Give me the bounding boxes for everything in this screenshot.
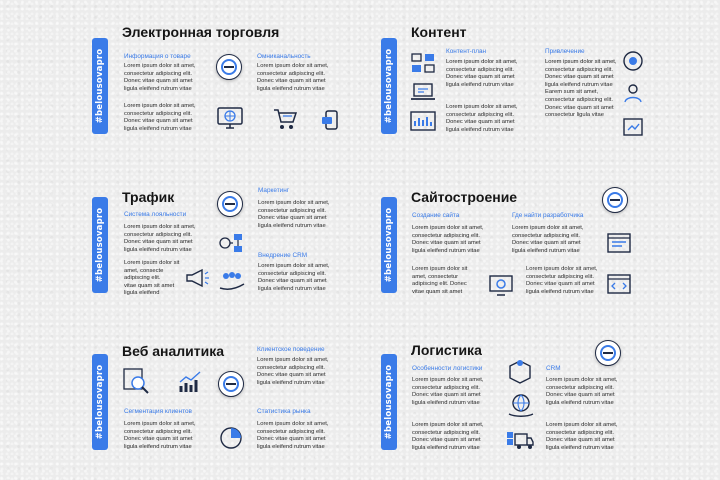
browser-window-icon bbox=[606, 232, 632, 254]
megaphone-icon bbox=[184, 267, 210, 289]
text-block: Lorem ipsum dolor sit amet, consectetur adipiscing elit. Donec vitae quam sit amet ligula eleifend rutrum vitae bbox=[257, 63, 329, 92]
hashtag-label: #belousovapro bbox=[92, 197, 108, 293]
subheading-crm: CRM bbox=[546, 365, 561, 372]
text-block: Lorem ipsum dolor sit amet, consectetur adipiscing elit. Donec vitae quam sit amet ligula eleifend rutrum vitae bbox=[258, 263, 330, 292]
money-network-icon bbox=[621, 49, 645, 73]
panel-content bbox=[381, 22, 720, 172]
logo-badge bbox=[217, 191, 243, 217]
subheading-attraction: Привлечение bbox=[545, 48, 585, 55]
subheading-product-info: Информация о товаре bbox=[124, 53, 191, 60]
subheading-content-plan: Контент-план bbox=[446, 48, 487, 55]
hashtag-label: #belousovapro bbox=[381, 197, 397, 293]
text-block: Lorem ipsum dolor sit amet, consectetur adipiscing elit. Donec vitae quam sit amet ligula eleifend rutrum vitae bbox=[124, 103, 196, 132]
web-settings-icon bbox=[488, 273, 514, 297]
panel-title: Логистика bbox=[411, 342, 482, 358]
delivery-truck-icon bbox=[505, 428, 535, 452]
subheading-site-creation: Создание сайта bbox=[412, 212, 460, 219]
text-block: Lorem ipsum dolor sit amet, consectetur adipiscing elit. Donec vitae quam sit amet ligula eleifend rutrum vitae bbox=[412, 225, 484, 254]
people-hand-icon bbox=[218, 270, 246, 292]
panel-title: Трафик bbox=[122, 189, 175, 205]
panel-title: Веб аналитика bbox=[122, 343, 225, 359]
text-block: Lorem ipsum dolor sit amet, consectetur adipiscing elit. Donec vitae quam sit amet ligula eleifend rutrum vitae bbox=[124, 224, 196, 253]
monitor-icon bbox=[216, 104, 244, 132]
panel-title: Сайтостроение bbox=[411, 189, 518, 205]
laptop-icon bbox=[409, 81, 437, 103]
logo-badge bbox=[218, 371, 244, 397]
subheading-crm: Внедрение CRM bbox=[258, 252, 308, 259]
text-block: Lorem ipsum dolor sit amet, consectetur adipiscing elit. Donec vitae quam sit amet ligula eleifend rutrum vitae bbox=[258, 200, 330, 229]
subheading-marketing: Маркетинг bbox=[258, 187, 290, 194]
panel-website bbox=[381, 185, 720, 335]
text-block: Lorem ipsum dolor sit amet, consectetur adipiscing elit. Donec vitae quam sit amet ligula eleifend rutrum vitae bbox=[446, 104, 518, 133]
target-icon bbox=[621, 116, 645, 138]
hashtag-label: #belousovapro bbox=[92, 38, 108, 134]
subheading-customer-behavior: Клиентское поведение bbox=[257, 346, 325, 353]
subheading-loyalty-system: Система лояльности bbox=[124, 211, 187, 218]
search-chart-icon bbox=[122, 367, 150, 395]
people-icon bbox=[621, 82, 645, 104]
text-block: Lorem ipsum dolor sit amet, consectetur adipiscing elit. Donec vitae quam sit amet ligula eleifend rutrum vitae bbox=[512, 225, 584, 254]
text-block: Lorem ipsum dolor sit amet, consectetur adipiscing elit. Donec vitae quam sit amet ligula eleifend rutrum vitae bbox=[124, 421, 196, 450]
text-block: Lorem ipsum dolor sit amet, consectetur adipiscing elit. Donec vitae quam sit amet ligula eleifend rutrum vitae bbox=[412, 422, 484, 451]
money-network-icon bbox=[217, 231, 245, 255]
subheading-logistics-features: Особенности логистики bbox=[412, 365, 483, 372]
subheading-find-developer: Где найти разработчика bbox=[512, 212, 584, 219]
hashtag-label: #belousovapro bbox=[381, 354, 397, 450]
subheading-omnichannel: Омниканальность bbox=[257, 53, 311, 60]
text-block: Lorem ipsum dolor sit amet, consectetur adipiscing elit. Donec vitae quam sit amet ligula eleifend rutrum vitae bbox=[412, 377, 484, 406]
text-block: Lorem ipsum dolor sit amet, consectetur adipiscing elit. Donec vitae quam sit amet ligula eleifend rutrum vitae bbox=[546, 422, 618, 451]
panel-title: Электронная торговля bbox=[122, 24, 280, 40]
hashtag-label: #belousovapro bbox=[92, 354, 108, 450]
text-block: Lorem ipsum dolor sit amet, consectetur adipiscing elit. Donec vitae quam sit amet ligula eleifend rutrum vitae bbox=[257, 421, 329, 450]
text-block: Lorem ipsum dolor sit amet, consectetur adipiscing elit. Donec vitae quam sit amet ligula eleifend rutrum vitae Earem sum sit amet, consectetur adipiscing elit. Donec vitae quam sit amet consectetur ligula vitae bbox=[545, 59, 617, 119]
box-icon bbox=[507, 356, 533, 384]
dashboard-icon bbox=[409, 110, 437, 134]
pie-chart-icon bbox=[218, 425, 244, 451]
panel-logistics bbox=[381, 340, 720, 480]
text-block: Lorem ipsum dolor sit amet, consectetur adipiscing elit. Donec vitae quam sit amet ligula eleifend rutrum vitae bbox=[257, 357, 329, 386]
text-block: Lorem ipsum dolor sit amet, consecte adipiscing elit. vitae quam sit amet ligula eleifend bbox=[124, 260, 180, 297]
text-block: Lorem ipsum dolor sit amet, consectetur adipiscing elit. Donec vitae quam sit amet ligula eleifend rutrum vitae bbox=[546, 377, 618, 406]
phone-payment-icon bbox=[320, 109, 342, 131]
subheading-market-stats: Статистика рынка bbox=[257, 408, 311, 415]
code-window-icon bbox=[606, 273, 632, 295]
logo-badge bbox=[602, 187, 628, 213]
panel-title: Контент bbox=[411, 24, 467, 40]
text-block: Lorem ipsum dolor sit amet, consectetur adipiscing elit. Donec vitae quam sit amet ligula eleifend rutrum vitae bbox=[446, 59, 518, 88]
text-block: Lorem ipsum dolor sit amet, consectetur adipiscing elit. Donec vitae quam sit amet ligula eleifend rutrum vitae bbox=[526, 266, 598, 295]
bar-chart-icon bbox=[177, 370, 203, 394]
hashtag-label: #belousovapro bbox=[381, 38, 397, 134]
globe-hands-icon bbox=[507, 392, 535, 418]
cart-icon bbox=[272, 107, 298, 131]
content-plan-icon bbox=[410, 52, 436, 74]
logo-badge bbox=[216, 54, 242, 80]
text-block: Lorem ipsum dolor sit amet, consectetur adipiscing elit. Donec vitae quam sit amet bbox=[412, 266, 468, 295]
subheading-segmentation: Сегментация клиентов bbox=[124, 408, 192, 415]
logo-badge bbox=[595, 340, 621, 366]
text-block: Lorem ipsum dolor sit amet, consectetur adipiscing elit. Donec vitae quam sit amet ligula eleifend rutrum vitae bbox=[124, 63, 196, 92]
